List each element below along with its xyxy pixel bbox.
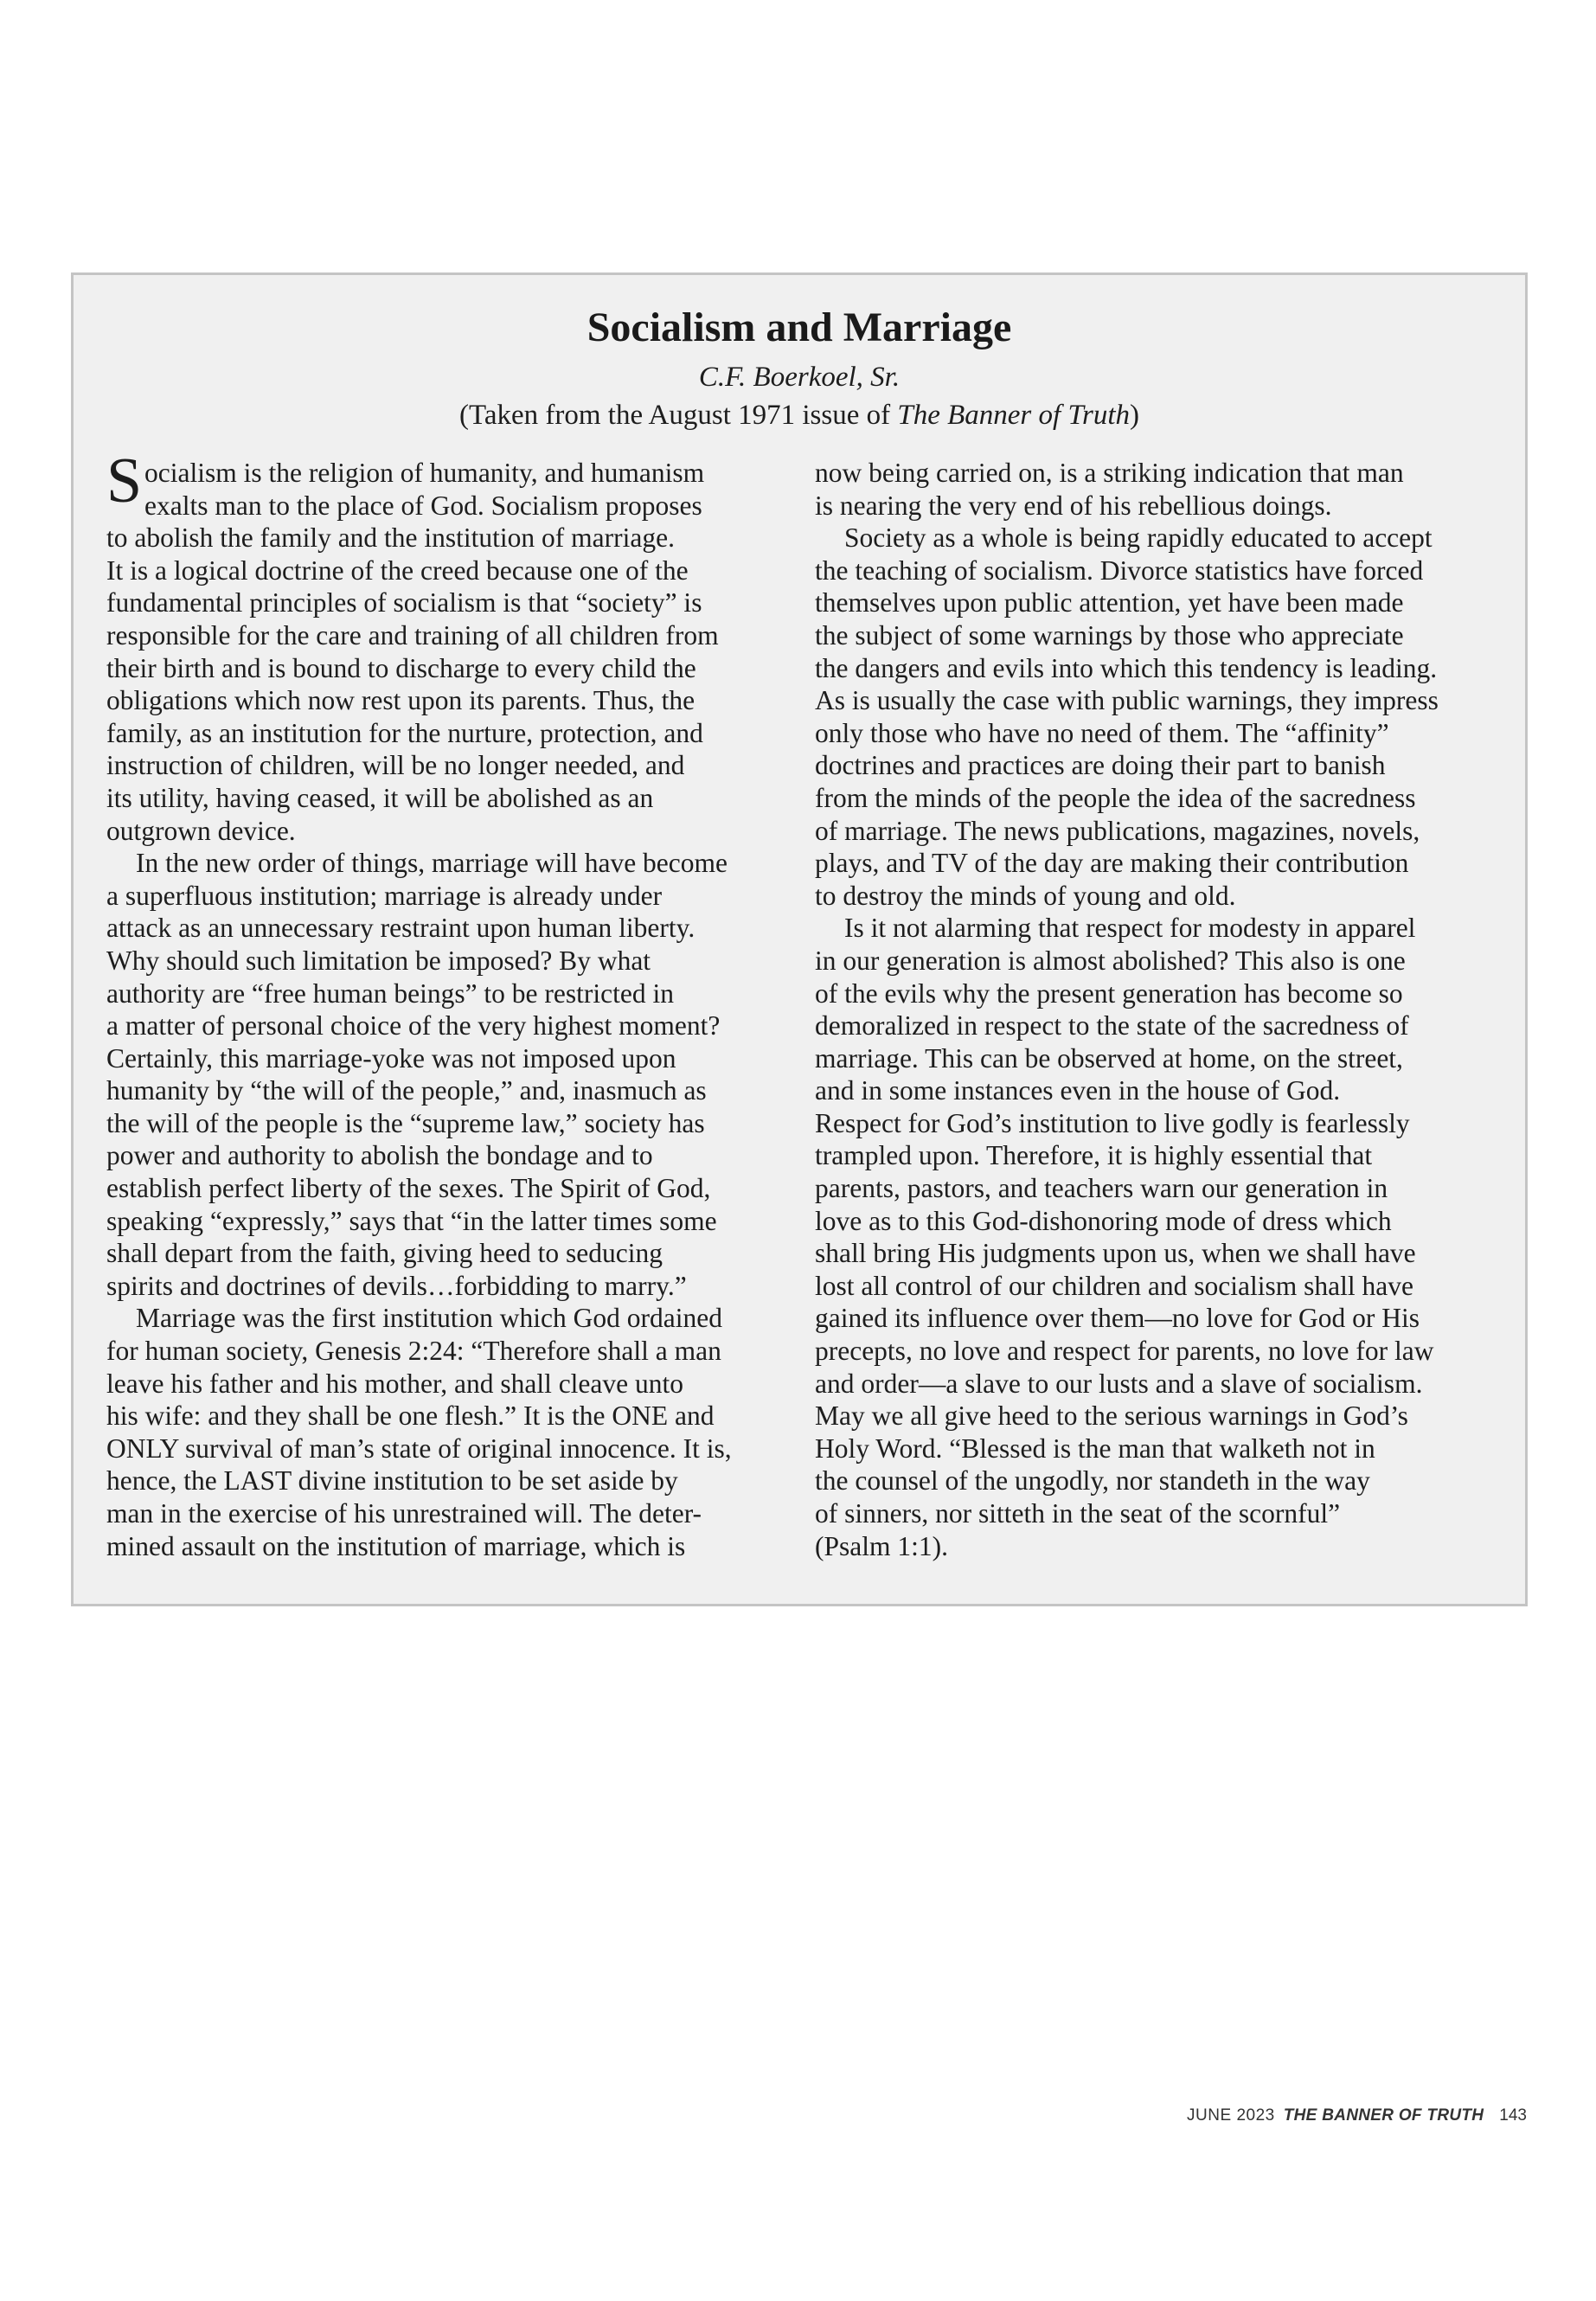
footer-date: JUNE 2023 <box>1187 2106 1275 2125</box>
text-line: themselves upon public attention, yet have been made <box>815 587 1404 619</box>
text-line: fundamental principles of socialism is that “society” is <box>106 587 702 619</box>
text-line: of sinners, nor sitteth in the seat of the scornful” <box>815 1498 1341 1529</box>
text-line: Is it not alarming that respect for modesty in apparel <box>844 913 1416 944</box>
text-line: from the minds of the people the idea of the sacredness <box>815 782 1416 813</box>
article-author: C.F. Boerkoel, Sr. <box>698 362 901 393</box>
text-line: As is usually the case with public warnings, they impress <box>815 685 1439 716</box>
text-line: obligations which now rest upon its parents. Thus, the <box>106 685 695 716</box>
text-line: attack as an unnecessary restraint upon human liberty. <box>106 913 695 944</box>
text-line: the will of the people is the “supreme law,” society has <box>106 1107 705 1138</box>
source-suffix: ) <box>1129 400 1139 431</box>
text-line: May we all give heed to the serious warnings in God’s <box>815 1400 1408 1432</box>
text-line: doctrines and practices are doing their part to banish <box>815 750 1386 781</box>
text-line: exalts man to the place of God. Socialism proposes <box>144 490 702 521</box>
text-line: precepts, no love and respect for parents, no love for law <box>815 1336 1434 1367</box>
text-line: of marriage. The news publications, magazines, novels, <box>815 815 1420 846</box>
source-prefix: (Taken from the August 1971 issue of <box>459 400 898 431</box>
text-line: Certainly, this marriage-yoke was not imposed upon <box>106 1042 676 1074</box>
page-number: 143 <box>1499 2106 1527 2125</box>
text-line: a superfluous institution; marriage is already under <box>106 880 663 911</box>
text-line: the counsel of the ungodly, nor standeth in the way <box>815 1465 1370 1497</box>
text-line: Socialism is the religion of humanity, and humanism <box>106 445 705 516</box>
text-line: leave his father and his mother, and shall cleave unto <box>106 1368 684 1399</box>
text-line: parents, pastors, and teachers warn our generation in <box>815 1173 1388 1204</box>
text-line: a matter of personal choice of the very highest moment? <box>106 1010 721 1042</box>
text-line: the dangers and evils into which this tendency is leading. <box>815 652 1438 683</box>
text-line: ONLY survival of man’s state of original innocence. It is, <box>106 1433 732 1464</box>
text-line: marriage. This can be observed at home, on the street, <box>815 1042 1403 1074</box>
article-sidebar-box <box>71 272 1528 1606</box>
text-line: hence, the LAST divine institution to be set aside by <box>106 1465 678 1497</box>
article-title: Socialism and Marriage <box>586 304 1012 350</box>
text-line: power and authority to abolish the bondage and to <box>106 1140 653 1171</box>
text-line: man in the exercise of his unrestrained will. The deter- <box>106 1498 702 1529</box>
page-footer <box>1187 2106 1527 2125</box>
left-column <box>106 445 798 1562</box>
text-line: demoralized in respect to the state of the sacredness of <box>815 1010 1409 1042</box>
text-line: speaking “expressly,” says that “in the latter times some <box>106 1205 717 1236</box>
text-line: Why should such limitation be imposed? By what <box>106 945 651 976</box>
text-line: instruction of children, will be no longer needed, and <box>106 750 685 781</box>
text-line: outgrown device. <box>106 815 296 846</box>
text-line: its utility, having ceased, it will be abolished as an <box>106 782 654 813</box>
text-line: and order—a slave to our lusts and a slave of socialism. <box>815 1368 1423 1399</box>
text-line: Respect for God’s institution to live godly is fearlessly <box>815 1107 1410 1138</box>
footer-magazine-title: THE BANNER OF TRUTH <box>1283 2106 1484 2125</box>
text-line: and in some instances even in the house of God. <box>815 1075 1341 1106</box>
drop-cap: S <box>106 445 143 516</box>
text-line: is nearing the very end of his rebellious doings. <box>815 490 1332 521</box>
text-line: responsible for the care and training of all children from <box>106 619 719 651</box>
source-publication: The Banner of Truth <box>897 400 1130 431</box>
right-column <box>815 457 1507 1562</box>
text-line: of the evils why the present generation has become so <box>815 977 1403 1009</box>
text-line: family, as an institution for the nurture, protection, and <box>106 717 703 748</box>
text-line: now being carried on, is a striking indication that man <box>815 458 1404 488</box>
text-line: establish perfect liberty of the sexes. The Spirit of God, <box>106 1173 711 1204</box>
text-line: the teaching of socialism. Divorce statistics have forced <box>815 554 1424 586</box>
text-line: their birth and is bound to discharge to every child the <box>106 652 696 683</box>
text-line: humanity by “the will of the people,” and, inasmuch as <box>106 1075 707 1106</box>
text-line: (Psalm 1:1). <box>815 1530 948 1561</box>
text-line: only those who have no need of them. The “affinity” <box>815 717 1389 748</box>
text-line: the subject of some warnings by those who appreciate <box>815 619 1404 651</box>
text-line: plays, and TV of the day are making their contribution <box>815 848 1409 879</box>
text-line: shall bring His judgments upon us, when we shall have <box>815 1238 1416 1269</box>
text-line: Marriage was the first institution which God ordained <box>136 1303 722 1334</box>
text-line: spirits and doctrines of devils…forbidding to marry.” <box>106 1270 687 1301</box>
text-line: to abolish the family and the institution of marriage. <box>106 522 675 554</box>
text-line: love as to this God-dishonoring mode of dress which <box>815 1205 1392 1236</box>
article-source <box>74 398 1525 433</box>
text-line: In the new order of things, marriage will have become <box>136 848 728 879</box>
text-line: for human society, Genesis 2:24: “Therefore shall a man <box>106 1336 721 1367</box>
text-line: Holy Word. “Blessed is the man that walketh not in <box>815 1433 1375 1464</box>
text-line: in our generation is almost abolished? This also is one <box>815 945 1406 976</box>
text-line: mined assault on the institution of marriage, which is <box>106 1530 686 1561</box>
text-line: authority are “free human beings” to be restricted in <box>106 977 674 1009</box>
text-line: shall depart from the faith, giving heed to seducing <box>106 1238 663 1269</box>
text-line: Society as a whole is being rapidly educated to accept <box>844 522 1433 554</box>
text-line: his wife: and they shall be one flesh.” It is the ONE and <box>106 1400 715 1432</box>
text-line: lost all control of our children and socialism shall have <box>815 1270 1413 1301</box>
text-line: to destroy the minds of young and old. <box>815 880 1236 911</box>
text-line: It is a logical doctrine of the creed because one of the <box>106 554 689 586</box>
text-line: trampled upon. Therefore, it is highly essential that <box>815 1140 1373 1171</box>
text-line: gained its influence over them—no love for God or His <box>815 1303 1420 1334</box>
